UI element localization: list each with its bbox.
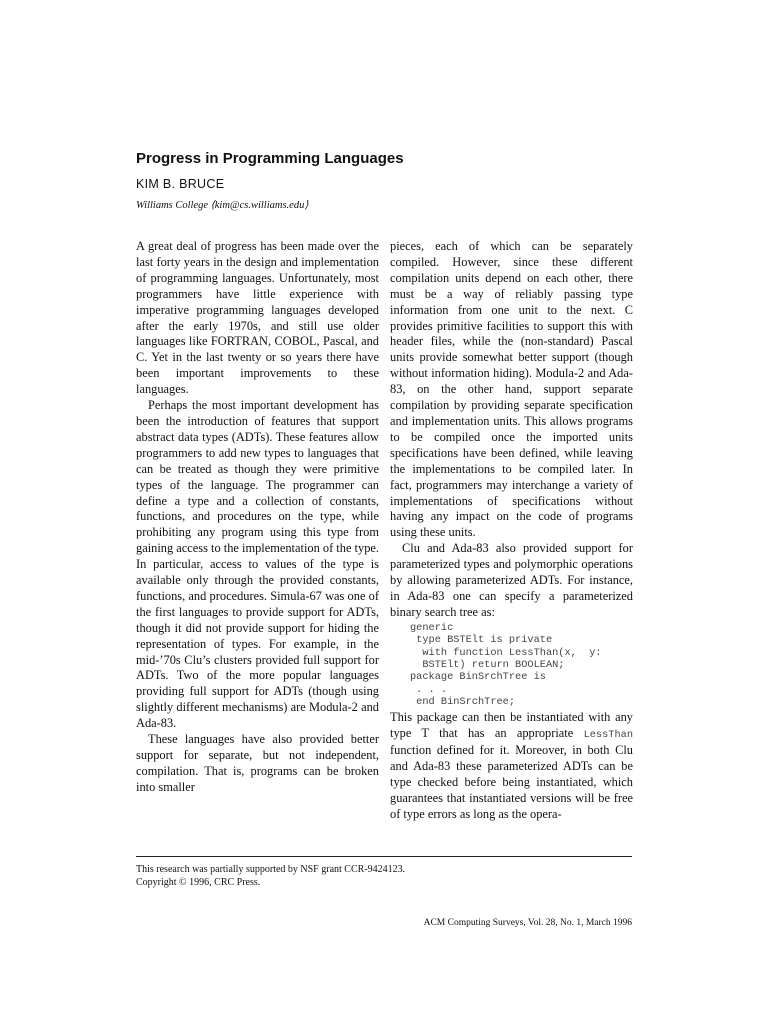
paragraph-adts: Perhaps the most important development has been the introduction of features that support abstract data types (ADTs). These features allow programmers to add new types to languages that can be treated as though they were primitive types of the language. The programmer can define a type and a collection of constants, functions, and procedures on the type, while prohibiting any program using this type from gaining access to the implementation of the type. In particular, access to values of the type is available only through the provided constants, functions, and procedures. Simula-67 was one of the first languages to provide support for ADTs, though it did not provide support for hiding the representation of types. For example, in the mid-’70s Clu’s clusters provided full support for ADTs. Two of the more popular languages providing full support for ADTs (though using slightly different mechanisms) are Modula-2 and Ada-83. [136, 398, 379, 731]
author-affiliation: Williams College ⟨kim@cs.williams.edu⟩ [136, 200, 309, 211]
footnote-funding: This research was partially supported by NSF grant CCR-9424123. [136, 864, 406, 875]
author-name: KIM B. BRUCE [136, 177, 225, 191]
instantiation-text-end: function defined for it. Moreover, in both Clu and Ada-83 these parameterized ADTs can be type checked before being instantiated, which guarantees that instantiated versions will be free of type errors as long as the opera- [390, 743, 633, 822]
paragraph-parameterized-types: Clu and Ada-83 also provided support for parameterized types and polymorphic operations by allowing parameterized ADTs. For instance, in Ada-83 one can specify a parameterized binary search tree as: [390, 541, 633, 619]
code-block: generic type BSTElt is private with function LessThan(x, y: BSTElt) return BOOLEAN; package BinSrchTree is . . . end BinSrchTree; [410, 621, 602, 709]
article-title: Progress in Programming Languages [136, 150, 404, 167]
instantiation-text-start: This package can then be instantiated with any type T that has an appropriate [390, 709, 633, 740]
footnote-divider [136, 856, 632, 857]
paragraph-compilation: These languages have also provided better support for separate, but not independent, compilation. That is, programs can be broken into smaller [136, 732, 379, 794]
footnote [136, 864, 632, 889]
journal-citation: ACM Computing Surveys, Vol. 28, No. 1, March 1996 [423, 918, 632, 928]
inline-code-lessthan: LessThan [583, 728, 633, 741]
paragraph-separate-compilation: pieces, each of which can be separately compiled. However, since these different compilation units depend on each other, there must be a way of reliably passing type information from one unit to the next. C provides primitive facilities to support this with header files, while the (non-standard) Pascal units provide somewhat better support (though without information hiding). Modula-2 and Ada-83, on the other hand, support separate compilation by providing separate specification and implementation units. This allows programs to be compiled once the imported units specifications have been defined, while leaving the implementations to be compiled later. In fact, programmers may interchange a variety of implementations of specifications without having any impact on the code of programs using these units. [390, 239, 633, 540]
paragraph-intro: A great deal of progress has been made over the last forty years in the design and implementation of programming languages. Unfortunately, most programmers have little experience with imperative programming languages developed after the early 1970s, and still use older languages like FORTRAN, COBOL, Pascal, and C. Yet in the last twenty or so years there have been important improvements to these languages. [136, 239, 379, 397]
right-column [390, 239, 633, 823]
left-column [136, 239, 379, 796]
footnote-copyright: Copyright © 1996, CRC Press. [136, 876, 261, 888]
paragraph-instantiation [390, 710, 633, 823]
